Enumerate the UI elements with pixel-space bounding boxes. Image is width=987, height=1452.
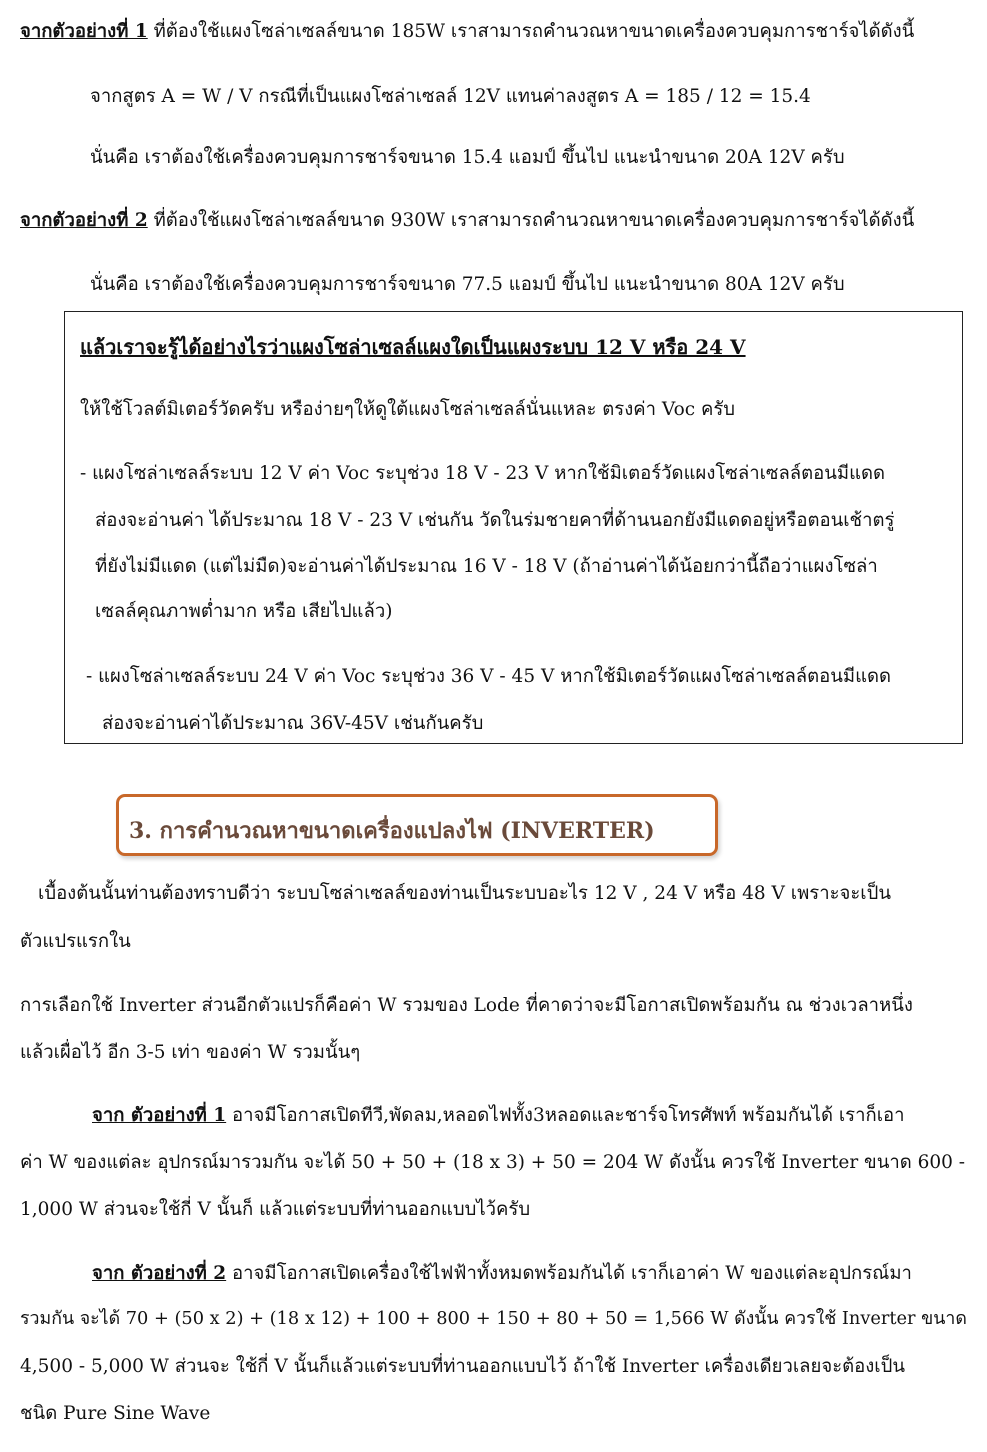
example1-result: นั่นคือ เราต้องใช้เครื่องควบคุมการชาร์จขนาด 15.4 แอมป์ ขึ้นไป แนะนำขนาด 20A 12V ครับ <box>90 147 845 168</box>
box-12v-line2: ส่องจะอ่านค่า ได้ประมาณ 18 V - 23 V เช่นกัน วัดในร่มชายคาที่ด้านนอกยังมีแดดอยู่หรือตอนเช้าตรู่ <box>95 510 895 531</box>
inverter-ex2-line4: ชนิด Pure Sine Wave <box>20 1403 211 1424</box>
inverter-ex2-line3: 4,500 - 5,000 W ส่วนจะ ใช้กี่ V นั้นก็แล้วแต่ระบบที่ท่านออกแบบไว้ ถ้าใช้ Inverter เครื่องเดียวเลยจะต้องเป็น <box>20 1356 906 1377</box>
inverter-ex2-line1 <box>92 1263 912 1285</box>
inverter-ex1-line3: 1,000 W ส่วนจะใช้กี่ V นั้นก็ แล้วแต่ระบบที่ท่านออกแบบไว้ครับ <box>20 1199 531 1220</box>
inverter-ex1-heading: จาก ตัวอย่างที่ 1 <box>92 1105 227 1126</box>
section3-title: 3. การคำนวณหาขนาดเครื่องแปลงไฟ (INVERTER) <box>129 818 655 844</box>
inverter-ex2-text: อาจมีโอกาสเปิดเครื่องใช้ไฟฟ้าทั้งหมดพร้อมกันได้ เราก็เอาค่า W ของแต่ละอุปกรณ์มา <box>226 1263 912 1284</box>
box-24v-line2: ส่องจะอ่านค่าได้ประมาณ 36V-45V เช่นกันครับ <box>102 713 484 734</box>
box-tip: ให้ใช้โวลต์มิเตอร์วัดครับ หรือง่ายๆให้ดูใต้แผงโซล่าเซลล์นั่นแหละ ตรงค่า Voc ครับ <box>80 399 735 420</box>
example2-paragraph <box>20 210 914 232</box>
inverter-p2-line2: แล้วเผื่อไว้ อีก 3-5 เท่า ของค่า W รวมนั้นๆ <box>20 1042 361 1063</box>
example2-intro: ที่ต้องใช้แผงโซล่าเซลล์ขนาด 930W เราสามารถคำนวณหาขนาดเครื่องควบคุมการชาร์จได้ดังนี้ <box>147 210 915 231</box>
example1-heading: จากตัวอย่างที่ 1 <box>20 21 148 42</box>
box-12v-line1: - แผงโซล่าเซลล์ระบบ 12 V ค่า Voc ระบุช่วง 18 V - 23 V หากใช้มิเตอร์วัดแผงโซล่าเซลล์ตอนมีแดด <box>80 463 886 484</box>
inverter-ex2-line2: รวมกัน จะได้ 70 + (50 x 2) + (18 x 12) + 100 + 800 + 150 + 80 + 50 = 1,566 W ดังนั้น ควรใช้ Inverter ขนาด <box>20 1309 967 1329</box>
inverter-ex1-line1 <box>92 1105 905 1127</box>
box-12v-line3: ที่ยังไม่มีแดด (แต่ไม่มืด)จะอ่านค่าได้ประมาณ 16 V - 18 V (ถ้าอ่านค่าได้น้อยกว่านี้ถือว่าแผงโซล่า <box>95 556 878 577</box>
box-12v-line4: เซลล์คุณภาพต่ำมาก หรือ เสียไปแล้ว) <box>95 601 393 622</box>
example2-result: นั่นคือ เราต้องใช้เครื่องควบคุมการชาร์จขนาด 77.5 แอมป์ ขึ้นไป แนะนำขนาด 80A 12V ครับ <box>90 274 845 295</box>
inverter-p1-line1: เบื้องต้นนั้นท่านต้องทราบดีว่า ระบบโซล่าเซลล์ของท่านเป็นระบบอะไร 12 V , 24 V หรือ 48 V เพราะจะเป็น <box>38 883 892 904</box>
inverter-p2-line1: การเลือกใช้ Inverter ส่วนอีกตัวแปรก็คือค่า W รวมของ Lode ที่คาดว่าจะมีโอกาสเปิดพร้อมกัน ณ ช่วงเวลาหนึ่ง <box>20 995 913 1016</box>
example1-formula: จากสูตร A = W / V กรณีที่เป็นแผงโซล่าเซลล์ 12V แทนค่าลงสูตร A = 185 / 12 = 15.4 <box>90 86 811 107</box>
example1-paragraph <box>20 21 914 43</box>
box-24v-line1: - แผงโซล่าเซลล์ระบบ 24 V ค่า Voc ระบุช่วง 36 V - 45 V หากใช้มิเตอร์วัดแผงโซล่าเซลล์ตอนมีแดด <box>86 666 892 687</box>
example1-intro: ที่ต้องใช้แผงโซล่าเซลล์ขนาด 185W เราสามารถคำนวณหาขนาดเครื่องควบคุมการชาร์จได้ดังนี้ <box>147 21 915 42</box>
inverter-ex2-heading: จาก ตัวอย่างที่ 2 <box>92 1263 227 1284</box>
inverter-ex1-text: อาจมีโอกาสเปิดทีวี,พัดลม,หลอดไฟทั้ง3หลอดและชาร์จโทรศัพท์ พร้อมกันได้ เราก็เอา <box>226 1105 905 1126</box>
inverter-p1-line2: ตัวแปรแรกใน <box>20 931 131 952</box>
section3-heading-box <box>116 794 718 856</box>
example2-heading: จากตัวอย่างที่ 2 <box>20 210 148 231</box>
inverter-ex1-line2: ค่า W ของแต่ละ อุปกรณ์มารวมกัน จะได้ 50 + 50 + (18 x 3) + 50 = 204 W ดังนั้น ควรใช้ Inverter ขนาด 600 - <box>20 1152 966 1173</box>
box-title: แล้วเราจะรู้ได้อย่างไรว่าแผงโซล่าเซลล์แผงใดเป็นแผงระบบ 12 V หรือ 24 V <box>80 335 746 359</box>
